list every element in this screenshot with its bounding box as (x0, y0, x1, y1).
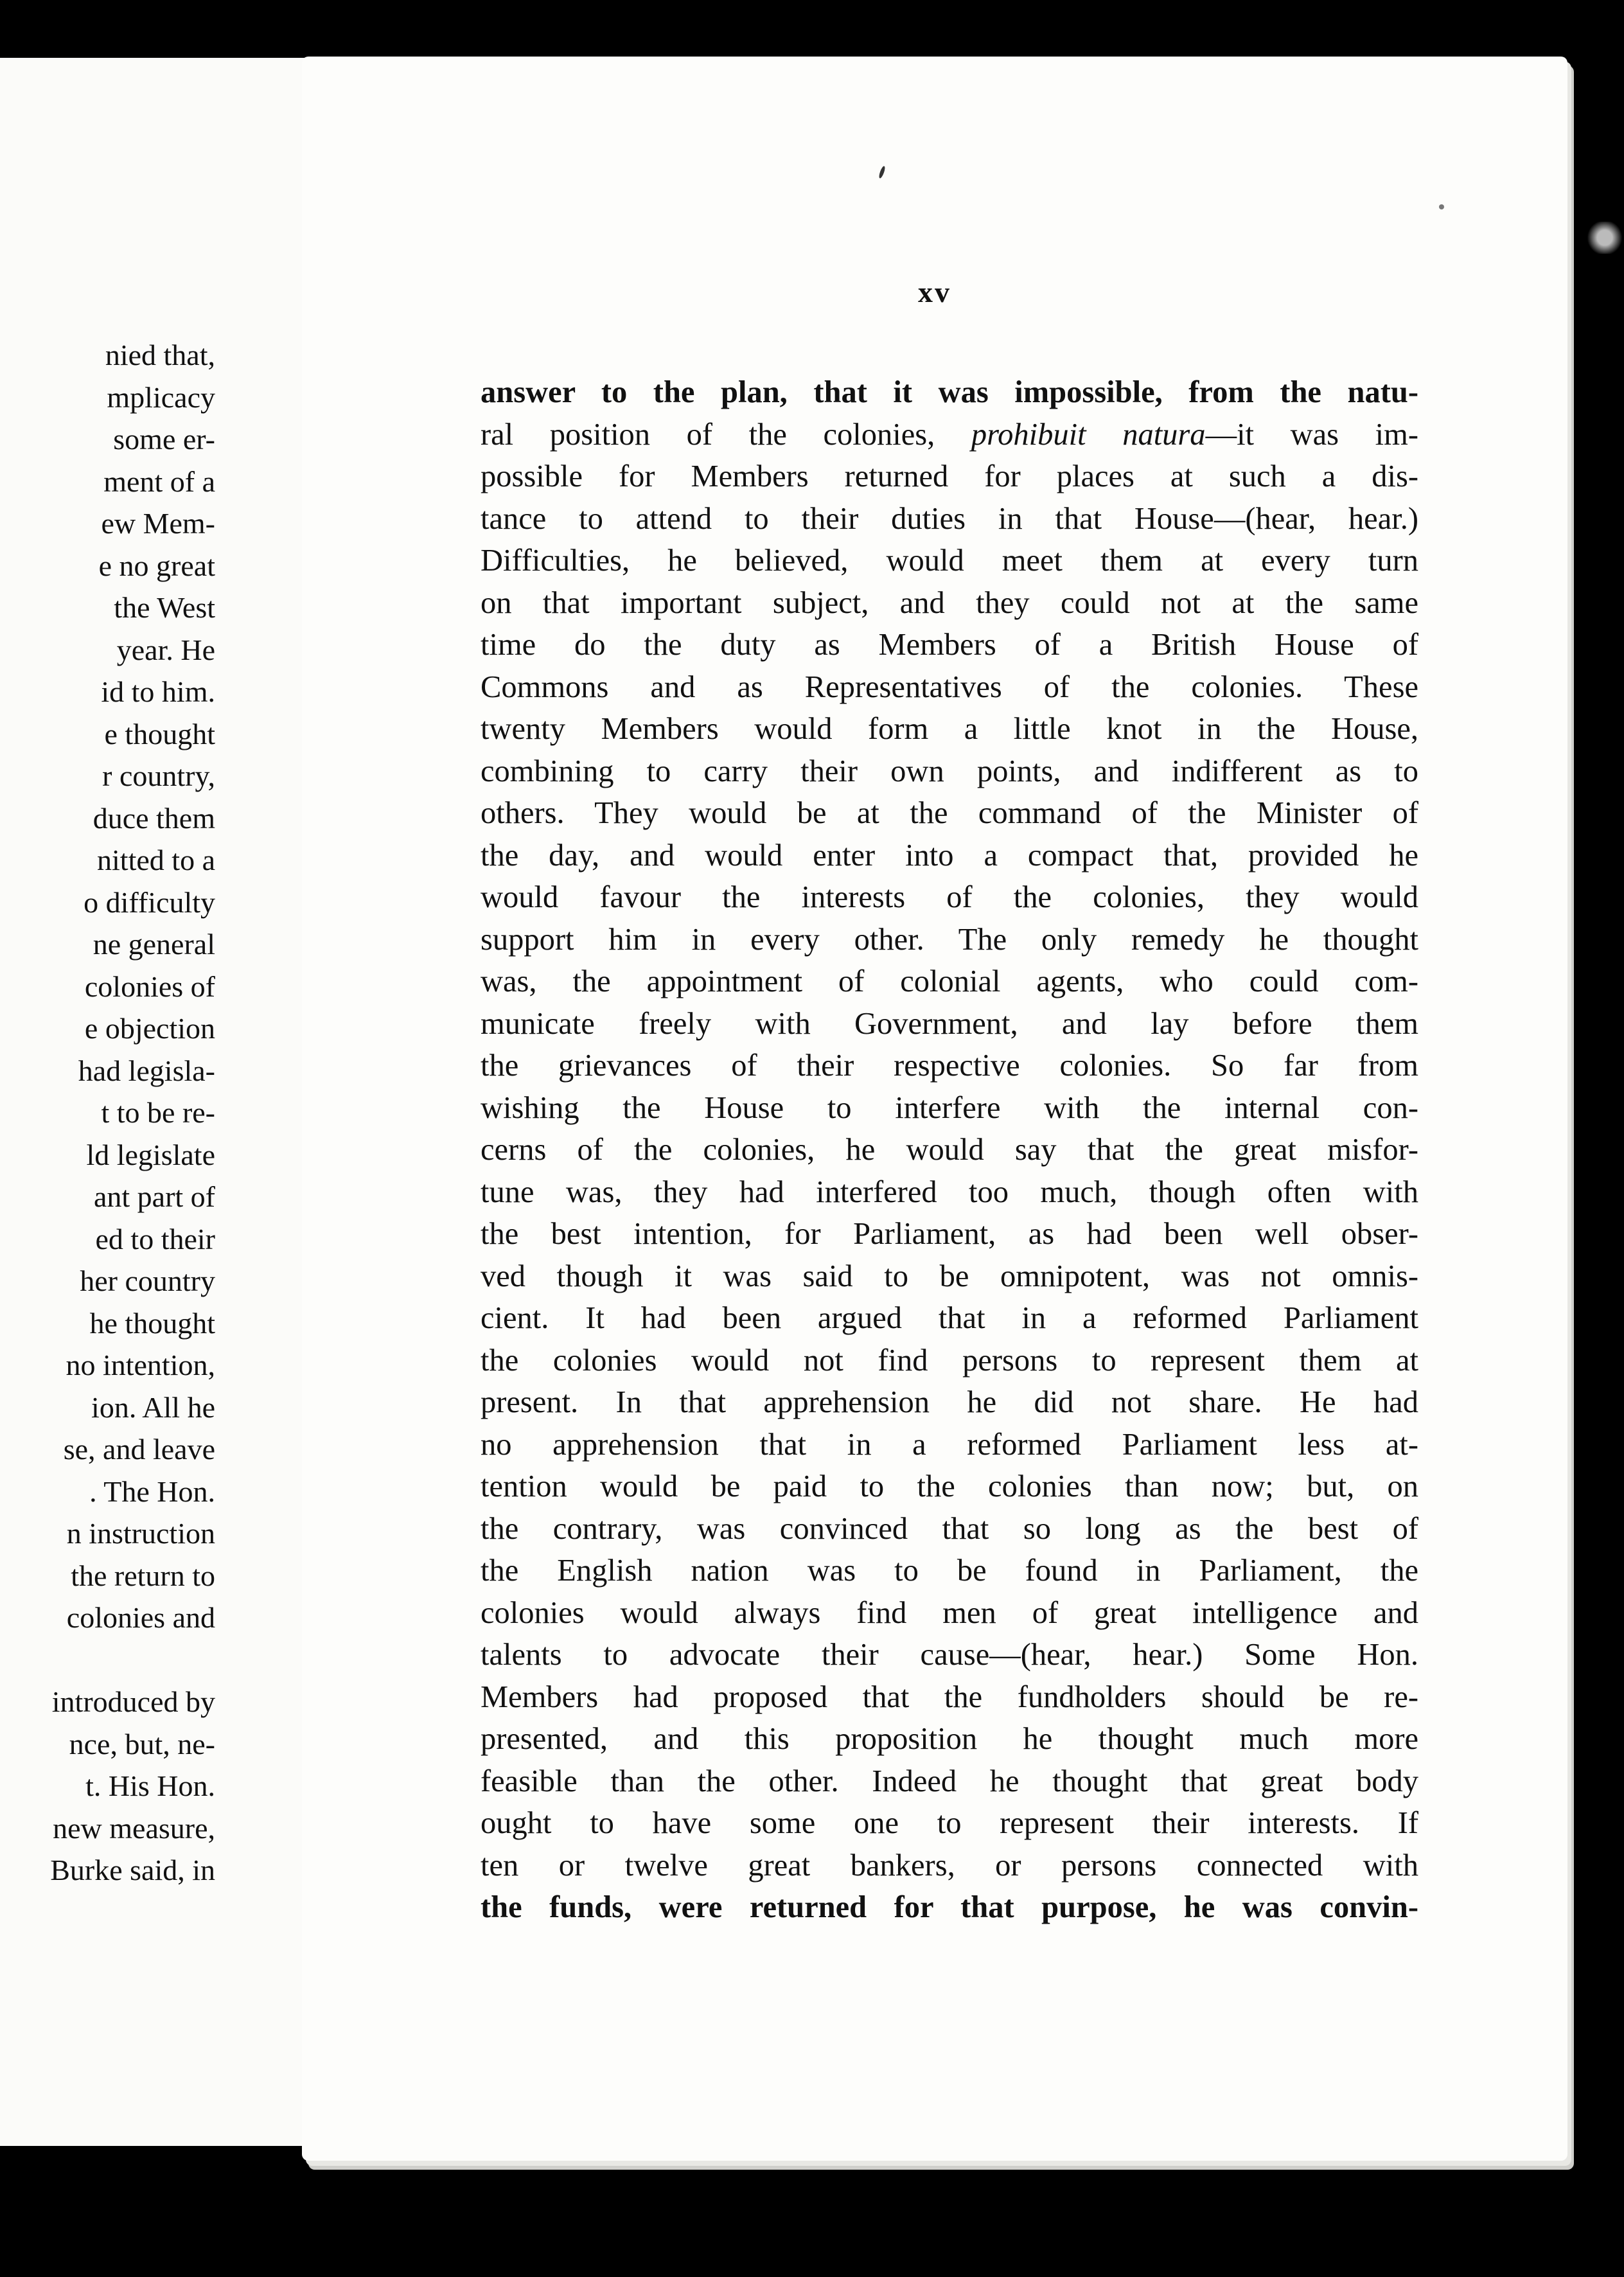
text-line: tention would be paid to the colonies than now; but, on (481, 1469, 1418, 1503)
text-line: talents to advocate their cause—(hear, hear.) Some Hon. (481, 1638, 1418, 1672)
left-line: ew Mem- (101, 507, 215, 540)
left-line: nied that, (105, 339, 215, 371)
text-line: others. They would be at the command of the Minister of (481, 796, 1418, 830)
left-line: t to be re- (101, 1096, 215, 1129)
left-line: ld legislate (86, 1138, 215, 1171)
text-line: the contrary, was convinced that so long as the best of (481, 1511, 1418, 1546)
text-line: present. In that apprehension he did not share. He had (481, 1385, 1418, 1419)
left-line: ed to their (95, 1222, 215, 1255)
text-line: Members had proposed that the fundholders should be re- (481, 1679, 1418, 1714)
left-line: e objection (84, 1012, 215, 1045)
text-line: support him in every other. The only remedy he thought (481, 922, 1418, 957)
text-line: on that important subject, and they could not at the same (481, 585, 1418, 620)
text-line: answer to the plan, that it was impossible, from the natu- (481, 375, 1418, 409)
left-line: some er- (113, 423, 215, 456)
left-line: mplicacy (107, 380, 215, 414)
text-line: the colonies would not find persons to represent them at (481, 1343, 1418, 1378)
text-line: Commons and as Representatives of the colonies. These (481, 669, 1418, 704)
text-line: the best intention, for Parliament, as had been well obser- (481, 1217, 1418, 1251)
left-line: id to him. (101, 675, 215, 708)
left-line: the return to (71, 1559, 215, 1592)
latin-phrase: prohibuit natura (971, 417, 1206, 452)
text-line: wishing the House to interfere with the internal con- (481, 1090, 1418, 1125)
ink-speck (878, 166, 886, 179)
page-edge-mark (1585, 222, 1624, 254)
text-line: ten or twelve great bankers, or persons connected with (481, 1848, 1418, 1883)
text-line: feasible than the other. Indeed he thought that great body (481, 1764, 1418, 1798)
text-line: the English nation was to be found in Parliament, the (481, 1554, 1418, 1588)
left-line: colonies of (84, 970, 215, 1003)
left-line: her country (80, 1264, 215, 1297)
text-line: was, the appointment of colonial agents, who could com- (481, 964, 1418, 998)
left-line (0, 1639, 215, 1681)
text-line: the funds, were returned for that purpose, he was convin- (481, 1890, 1418, 1924)
ink-speck (1439, 204, 1444, 209)
left-page (0, 58, 321, 2146)
left-line: new measure, (53, 1811, 215, 1845)
left-line: the West (114, 591, 215, 624)
left-line: he thought (89, 1306, 215, 1340)
text-line: the day, and would enter into a compact that, provided he (481, 838, 1418, 873)
text-line: municate freely with Government, and lay before them (481, 1006, 1418, 1041)
left-line: nce, but, ne- (69, 1727, 215, 1760)
text-line: no apprehension that in a reformed Parliament less at- (481, 1427, 1418, 1462)
text-line: ral position of the colonies, prohibuit natura—it was im- (481, 417, 1418, 452)
left-line: ment of a (103, 465, 215, 498)
left-line: year. He (116, 633, 215, 666)
text-line: ought to have some one to represent their interests. If (481, 1806, 1418, 1840)
text-line: cient. It had been argued that in a reformed Parliament (481, 1301, 1418, 1335)
left-line: n instruction (66, 1517, 215, 1550)
left-line: ne general (93, 928, 215, 961)
text-line: tance to attend to their duties in that House—(hear, hear.) (481, 501, 1418, 536)
text-line: tune was, they had interfered too much, though often with (481, 1174, 1418, 1209)
page-number: xv (918, 276, 951, 308)
left-line: Burke said, in (50, 1854, 215, 1886)
left-line: . The Hon. (89, 1475, 215, 1508)
left-line: duce them (93, 801, 215, 835)
text-line: twenty Members would form a little knot in the House, (481, 712, 1418, 746)
text-line: presented, and this proposition he thought much more (481, 1722, 1418, 1756)
left-line: nitted to a (97, 844, 215, 876)
text-line: the grievances of their respective colonies. So far from (481, 1049, 1418, 1083)
left-line: se, and leave (63, 1433, 215, 1466)
left-line: had legisla- (78, 1054, 215, 1087)
text-line: possible for Members returned for places at such a dis- (481, 459, 1418, 493)
text-line: time do the duty as Members of a British House of (481, 628, 1418, 662)
right-page (302, 57, 1567, 2161)
text-line: ved though it was said to be omnipotent, was not omnis- (481, 1259, 1418, 1293)
text-line: cerns of the colonies, he would say that the great misfor- (481, 1133, 1418, 1167)
left-line: o difficulty (84, 885, 215, 919)
left-page-text (0, 334, 215, 1892)
text-line: combining to carry their own points, and indifferent as to (481, 754, 1418, 788)
left-line: t. His Hon. (85, 1769, 215, 1802)
left-line: ant part of (93, 1180, 215, 1213)
left-line: introduced by (51, 1685, 215, 1718)
text-line: colonies would always find men of great intelligence and (481, 1595, 1418, 1630)
left-line: r country, (102, 759, 215, 792)
body-text (481, 371, 1418, 1929)
left-line: no intention, (66, 1349, 215, 1381)
left-line: ion. All he (91, 1390, 215, 1424)
left-line: colonies and (66, 1601, 215, 1634)
left-line: e no great (98, 549, 215, 582)
text-line: Difficulties, he believed, would meet them at every turn (481, 544, 1418, 578)
left-line: e thought (104, 717, 215, 750)
text-line: would favour the interests of the colonies, they would (481, 880, 1418, 914)
